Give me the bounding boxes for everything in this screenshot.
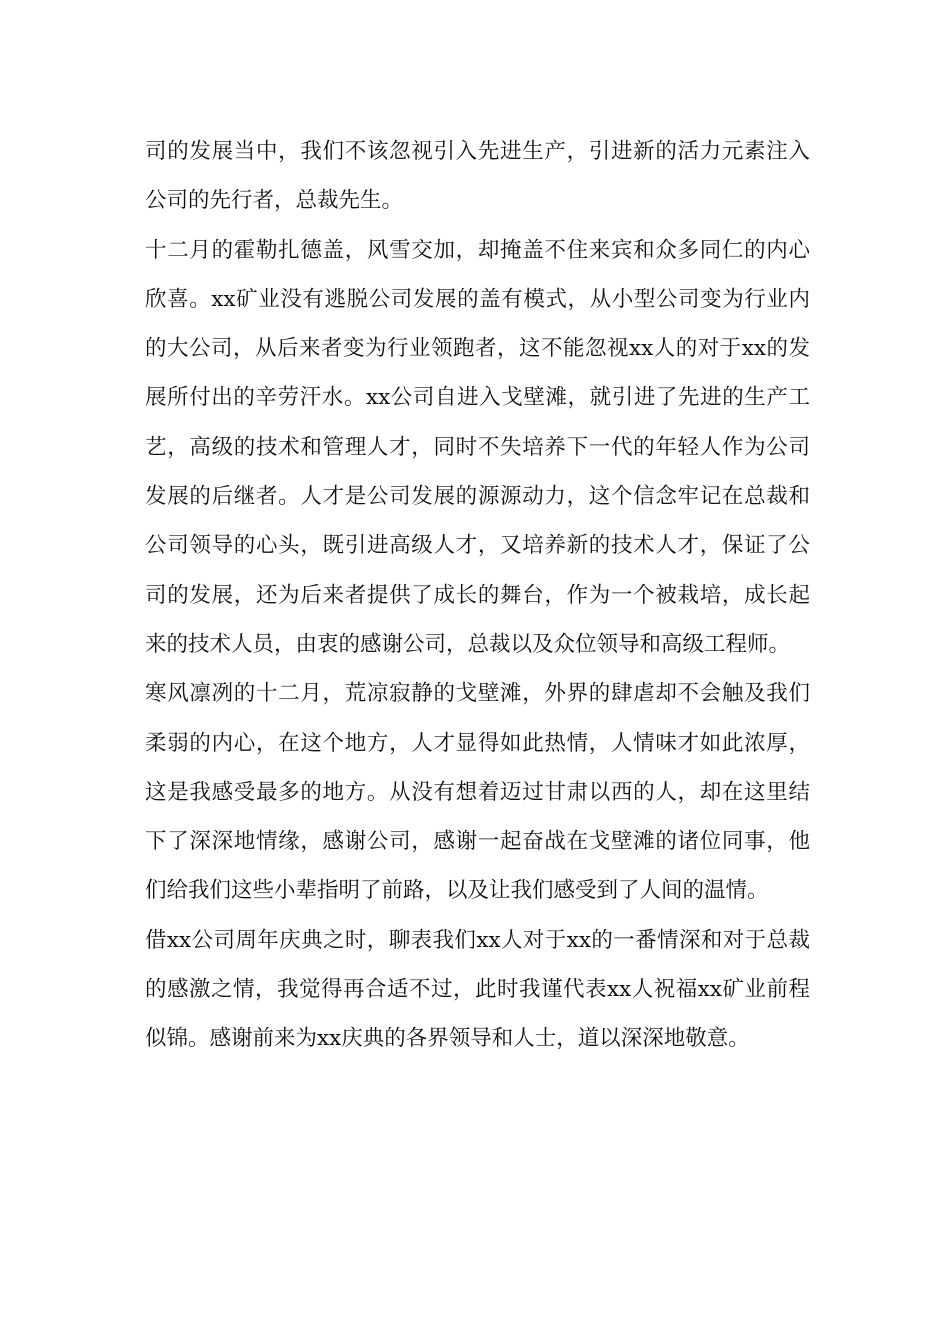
paragraph-3: 寒风凛冽的十二月，荒凉寂静的戈壁滩，外界的肆虐却不会触及我们柔弱的内心，在这个地方，人才显得如此热情，人情味才如此浓厚，这是我感受最多的地方。从没有想着迈过甘肃以西的人，却在这里结下了深深地情缘，感谢公司，感谢一起奋战在戈壁滩的诸位同事，他们给我们这些小辈指明了前路，以及让我们感受到了人间的温情。 xyxy=(145,681,810,904)
document-body xyxy=(145,127,810,1064)
paragraph-1: 司的发展当中，我们不该忽视引入先进生产，引进新的活力元素注入公司的先行者，总裁先生。 xyxy=(145,139,810,214)
paragraph-2: 十二月的霍勒扎德盖，风雪交加，却掩盖不住来宾和众多同仁的内心欣喜。xx矿业没有逃脱公司发展的盖有模式，从小型公司变为行业内的大公司，从后来者变为行业领跑者，这不能忽视xx人的对于xx的发展所付出的辛劳汗水。xx公司自进入戈壁滩，就引进了先进的生产工艺，高级的技术和管理人才，同时不失培养下一代的年轻人作为公司发展的后继者。人才是公司发展的源源动力，这个信念牢记在总裁和公司领导的心头，既引进高级人才，又培养新的技术人才，保证了公司的发展，还为后来者提供了成长的舞台，作为一个被栽培，成长起来的技术人员，由衷的感谢公司，总裁以及众位领导和高级工程师。 xyxy=(145,237,810,657)
paragraph-4: 借xx公司周年庆典之时，聊表我们xx人对于xx的一番情深和对于总裁的感激之情，我觉得再合适不过，此时我谨代表xx人祝福xx矿业前程似锦。感谢前来为xx庆典的各界领导和人士，道以深深地敬意。 xyxy=(145,927,810,1052)
